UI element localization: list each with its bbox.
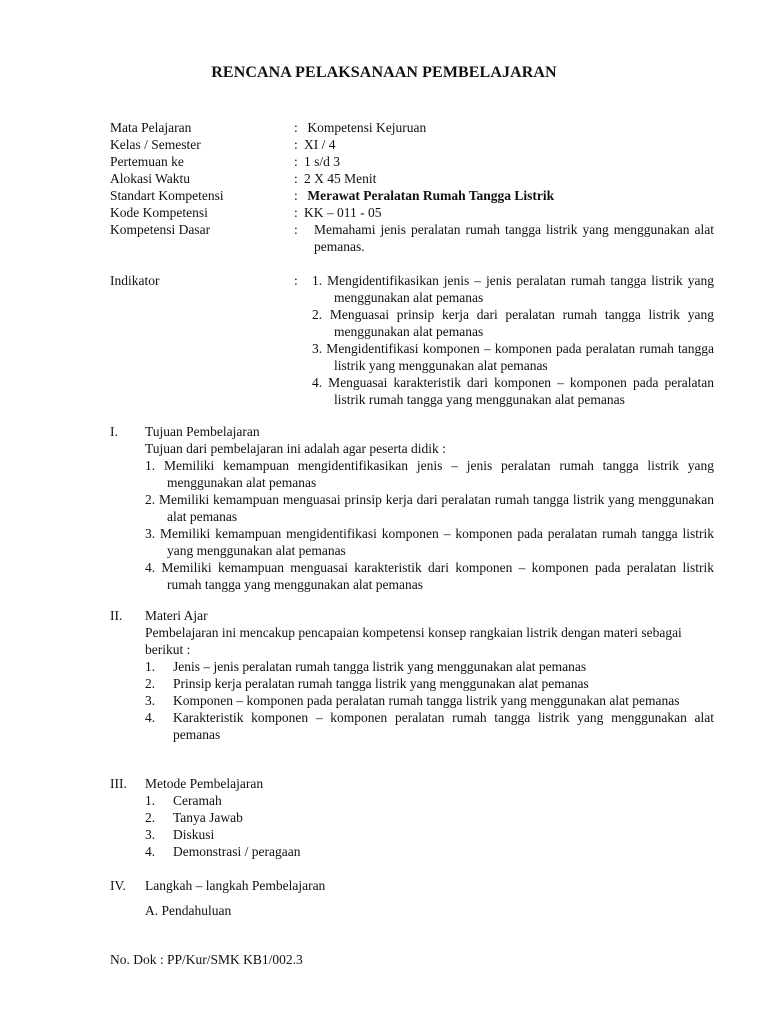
meta-colon: : bbox=[294, 222, 298, 237]
list-item bbox=[145, 675, 714, 692]
meta-colon: : bbox=[294, 154, 298, 169]
list-item-number: 3. bbox=[145, 827, 156, 842]
list-item-number: 3. bbox=[145, 693, 156, 708]
meta-row-alokasi-waktu bbox=[110, 170, 714, 187]
list-item-text: Komponen – komponen pada peralatan rumah tangga listrik yang menggunakan alat pemanas bbox=[173, 693, 680, 708]
indikator-item: 1. Mengidentifikasikan jenis – jenis peralatan rumah tangga listrik yang menggunakan alat pemanas bbox=[312, 273, 714, 305]
meta-row-kelas bbox=[110, 136, 714, 153]
section-langkah-pembelajaran bbox=[110, 877, 714, 919]
meta-row-mata-pelajaran bbox=[110, 119, 714, 136]
meta-row-kode-kompetensi bbox=[110, 204, 714, 221]
meta-colon: : bbox=[294, 188, 298, 203]
meta-value: 1 s/d 3 bbox=[304, 154, 341, 169]
meta-value: XI / 4 bbox=[304, 137, 336, 152]
list-item-number: 4. bbox=[145, 710, 156, 725]
list-item bbox=[145, 658, 714, 675]
list-item bbox=[145, 709, 714, 743]
meta-colon: : bbox=[294, 137, 298, 152]
meta-value: 2 X 45 Menit bbox=[304, 171, 377, 186]
meta-row-pertemuan bbox=[110, 153, 714, 170]
list-item-text: Demonstrasi / peragaan bbox=[173, 844, 301, 859]
section-intro: Pembelajaran ini mencakup pencapaian kompetensi konsep rangkaian listrik dengan materi sebagai berikut : bbox=[145, 625, 682, 657]
section-materi-ajar bbox=[110, 607, 714, 743]
meta-label: Kode Kompetensi bbox=[110, 205, 208, 220]
meta-label: Pertemuan ke bbox=[110, 154, 184, 169]
indikator-item: 4. Menguasai karakteristik dari komponen – komponen pada peralatan listrik rumah tangga yang menggunakan alat pemanas bbox=[312, 375, 714, 407]
list-item: 4. Memiliki kemampuan menguasai karakteristik dari komponen – komponen pada peralatan listrik rumah tangga yang menggunakan alat pemanas bbox=[145, 560, 714, 592]
list-item-text: Ceramah bbox=[173, 793, 222, 808]
meta-label: Mata Pelajaran bbox=[110, 120, 192, 135]
section-heading: Tujuan Pembelajaran bbox=[145, 424, 260, 439]
subsection-heading: A. Pendahuluan bbox=[145, 903, 232, 918]
list-item bbox=[145, 809, 714, 826]
section-number: IV. bbox=[110, 878, 126, 893]
indikator-list bbox=[304, 272, 714, 408]
list-item: 1. Memiliki kemampuan mengidentifikasikan jenis – jenis peralatan rumah tangga listrik yang menggunakan alat pemanas bbox=[145, 458, 714, 490]
meta-colon: : bbox=[294, 120, 298, 135]
section-heading: Langkah – langkah Pembelajaran bbox=[145, 878, 326, 893]
list-item-text: Diskusi bbox=[173, 827, 215, 842]
meta-colon: : bbox=[294, 171, 298, 186]
meta-label: Standart Kompetensi bbox=[110, 188, 224, 203]
indikator-item: 3. Mengidentifikasi komponen – komponen pada peralatan rumah tangga listrik yang menggunakan alat pemanas bbox=[312, 341, 714, 373]
section-tujuan-pembelajaran bbox=[110, 423, 714, 593]
meta-value: Memahami jenis peralatan rumah tangga listrik yang menggunakan alat pemanas. bbox=[314, 222, 714, 254]
list-item-number: 2. bbox=[145, 676, 156, 691]
list-item-number: 1. bbox=[145, 659, 156, 674]
section-number: III. bbox=[110, 776, 127, 791]
meta-row-indikator bbox=[110, 272, 714, 408]
list-item bbox=[145, 692, 714, 709]
section-metode-pembelajaran bbox=[110, 775, 714, 860]
list-item-number: 4. bbox=[145, 844, 156, 859]
meta-value: Kompetensi Kejuruan bbox=[304, 120, 427, 135]
list-item-text: Prinsip kerja peralatan rumah tangga listrik yang menggunakan alat pemanas bbox=[173, 676, 589, 691]
meta-label: Kelas / Semester bbox=[110, 137, 201, 152]
list-item bbox=[145, 792, 714, 809]
meta-label: Alokasi Waktu bbox=[110, 171, 191, 186]
list-item bbox=[145, 826, 714, 843]
document-number-footer: No. Dok : PP/Kur/SMK KB1/002.3 bbox=[110, 952, 303, 967]
meta-colon: : bbox=[294, 273, 298, 288]
list-item bbox=[145, 843, 714, 860]
list-item-text: Jenis – jenis peralatan rumah tangga listrik yang menggunakan alat pemanas bbox=[173, 659, 587, 674]
list-item-text: Tanya Jawab bbox=[173, 810, 243, 825]
list-item-text: Karakteristik komponen – komponen peralatan rumah tangga listrik yang menggunakan alat pemanas bbox=[173, 710, 714, 742]
meta-block bbox=[110, 119, 714, 408]
list-item: 3. Memiliki kemampuan mengidentifikasi komponen – komponen pada peralatan rumah tangga listrik yang menggunakan alat pemanas bbox=[145, 526, 714, 558]
section-heading: Metode Pembelajaran bbox=[145, 776, 264, 791]
meta-label: Kompetensi Dasar bbox=[110, 222, 211, 237]
meta-colon: : bbox=[294, 205, 298, 220]
meta-value: Merawat Peralatan Rumah Tangga Listrik bbox=[304, 188, 555, 203]
page-title: RENCANA PELAKSANAAN PEMBELAJARAN bbox=[211, 64, 557, 81]
meta-value: KK – 011 - 05 bbox=[304, 205, 382, 220]
indikator-label: Indikator bbox=[110, 273, 160, 288]
meta-row-standart-kompetensi bbox=[110, 187, 714, 204]
section-number: I. bbox=[110, 424, 118, 439]
section-number: II. bbox=[110, 608, 123, 623]
list-item-number: 1. bbox=[145, 793, 156, 808]
list-item-number: 2. bbox=[145, 810, 156, 825]
meta-row-kompetensi-dasar bbox=[110, 221, 714, 255]
list-item: 2. Memiliki kemampuan menguasai prinsip kerja dari peralatan rumah tangga listrik yang menggunakan alat pemanas bbox=[145, 492, 714, 524]
section-intro: Tujuan dari pembelajaran ini adalah agar peserta didik : bbox=[145, 441, 446, 456]
indikator-item: 2. Menguasai prinsip kerja dari peralatan rumah tangga listrik yang menggunakan alat pemanas bbox=[312, 307, 714, 339]
section-heading: Materi Ajar bbox=[145, 608, 208, 623]
